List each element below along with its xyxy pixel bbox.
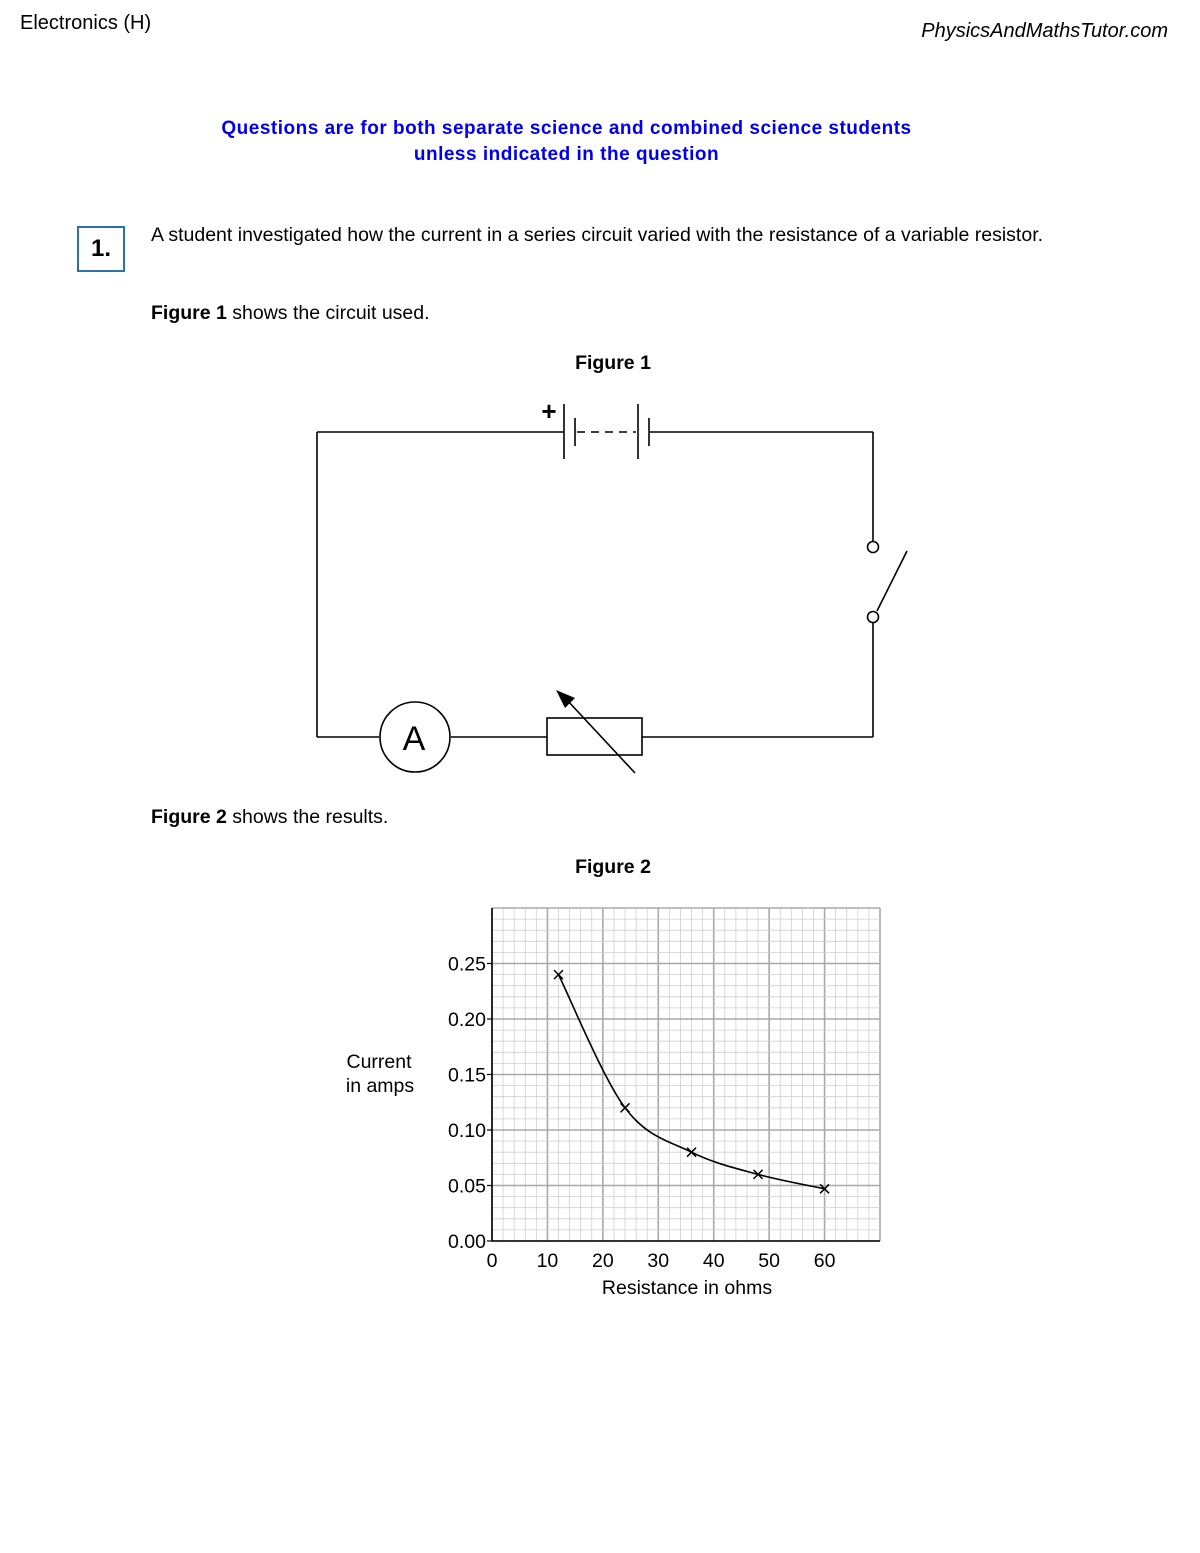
figure1-reference-bold: Figure 1 [151,302,227,324]
figure2-reference-bold: Figure 2 [151,806,227,828]
header-topic: Electronics (H) [20,12,152,34]
header-site: PhysicsAndMathsTutor.com [921,20,1168,42]
y-tick-label: 0.00 [448,1231,486,1253]
notice-line-2: unless indicated in the question [413,144,720,165]
x-tick-label: 30 [647,1250,670,1272]
tick-labels [448,954,836,1273]
notice-line-1: Questions are for both separate science and combined science students [221,118,912,139]
y-axis-label-line-1: Current [346,1051,412,1073]
x-tick-label: 50 [758,1250,780,1272]
ammeter-label: A [402,720,426,758]
y-tick-label: 0.25 [448,953,486,976]
x-tick-label: 20 [592,1250,614,1272]
x-axis-label: Resistance in ohms [601,1277,773,1299]
figure2-title: Figure 2 [575,856,651,878]
y-axis-label-line-2: in amps [345,1075,415,1097]
x-tick-label: 40 [702,1250,725,1272]
figure1-reference-text: shows the circuit used. [226,302,430,324]
y-tick-label: 0.20 [448,1009,486,1031]
x-tick-label: 0 [486,1250,498,1272]
y-tick-label: 0.15 [448,1064,486,1087]
y-tick-label: 0.10 [448,1120,486,1142]
figure2-reference-text: shows the results. [226,806,389,828]
battery-plus-sign: + [541,396,557,426]
x-tick-label: 60 [813,1250,836,1272]
question-number: 1. [77,226,125,272]
x-tick-label: 10 [536,1250,559,1272]
y-tick-label: 0.05 [448,1175,486,1198]
figure1-title: Figure 1 [575,352,651,374]
question-intro: A student investigated how the current in a series circuit varied with the resistance of a variable resistor. [151,224,1044,246]
